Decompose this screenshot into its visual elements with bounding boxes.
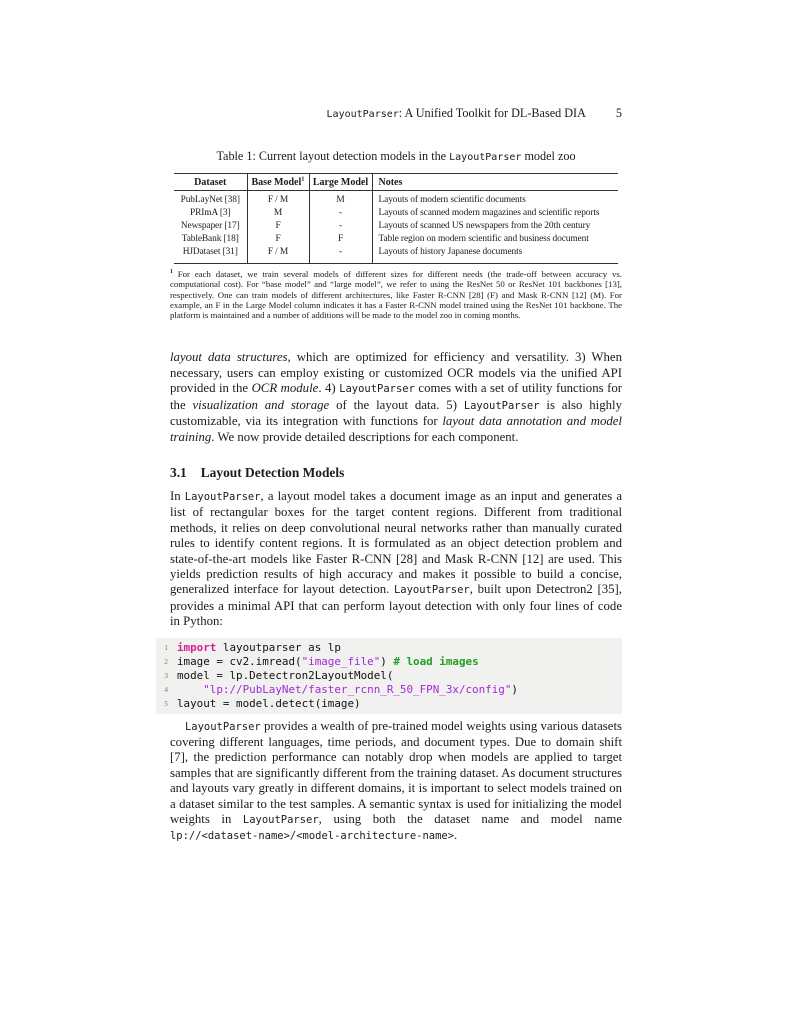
dataset-cell: HJDataset [31] — [182, 247, 238, 257]
running-header — [170, 106, 622, 122]
code-text: layout = model.detect(image) — [177, 696, 361, 710]
dataset-cell: TableBank [18] — [181, 234, 239, 244]
table-row — [174, 246, 618, 264]
column-header-dataset: Dataset — [174, 174, 247, 191]
column-header-base-model: Base Model$^1$ — [247, 174, 309, 191]
table-row — [174, 207, 618, 220]
line-number: 1 — [164, 642, 168, 652]
footnote-text: For each dataset, we train several models of different sizes for different needs (the trade-off between accuracy vs. computational cost). For “base model” and “large model”, we refer to using the ResNet 50 or ResNet 101 backbones [13], respectively. One can train models of different architectures, like Faster R-CNN [28] (F) and Mask R-CNN [12] (M). For example, an F in the Large Model column indicates it has a Faster R-CNN model trained using the ResNet 101 backbone. The platform is maintained and a number of additions will be made to the model zoo in coming months. — [170, 269, 622, 321]
base-model-footnote-marker: 1 — [301, 175, 305, 183]
base-model-cell: M — [247, 207, 309, 220]
notes-cell: Layouts of scanned US newspapers from the 20th century — [372, 220, 618, 233]
large-model-cell: - — [309, 220, 372, 233]
large-model-cell: F — [309, 233, 372, 246]
base-model-cell: F — [247, 233, 309, 246]
code-text: import layoutparser as lp — [177, 640, 341, 654]
base-model-cell: F / M — [247, 191, 309, 208]
table — [174, 173, 618, 264]
code-text: model = lp.Detectron2LayoutModel( — [177, 668, 394, 682]
notes-cell: Layouts of history Japanese documents — [372, 246, 618, 264]
code-listing — [156, 638, 622, 714]
notes-cell: Layouts of modern scientific documents — [372, 191, 618, 208]
line-number: 5 — [164, 698, 168, 708]
base-model-cell: F — [247, 220, 309, 233]
code-text: "lp://PubLayNet/faster_rcnn_R_50_FPN_3x/config") — [203, 682, 518, 696]
running-title: LayoutParser: A Unified Toolkit for DL-Based DIA — [326, 106, 586, 120]
table-footnote — [170, 269, 622, 320]
body-paragraph-2: In LayoutParser, a layout model takes a document image as an input and generates a list of rectangular boxes for the target content regions. Different from traditional methods, it relies on deep convolutional neural networks rather than manually curated rules to identify content regions. It is formulated as an object detection problem and state-of-the-art models like Faster R-CNN [28] and Mask R-CNN [12] are used. This yields prediction results of high accuracy and makes it possible to build a concise, generalized interface for layout detection. LayoutParser, built upon Detectron2 [35], provides a minimal API that can perform layout detection with only four lines of code in Python: — [170, 488, 623, 629]
code-line — [156, 697, 622, 711]
dataset-cell: PRImA [3] — [189, 208, 231, 218]
footnote-marker: 1 — [170, 269, 173, 276]
dataset-cell: Newspaper [17] — [180, 221, 240, 231]
section-heading — [170, 465, 622, 481]
line-number: 2 — [164, 656, 168, 666]
notes-cell: Layouts of scanned modern magazines and scientific reports — [372, 207, 618, 220]
model-zoo-table — [174, 173, 618, 264]
section-number: 3.1 — [170, 464, 187, 480]
dataset-cell: PubLayNet [38] — [180, 195, 240, 205]
code-line — [156, 641, 622, 655]
large-model-cell: M — [309, 191, 372, 208]
table-header-row — [174, 174, 618, 191]
column-header-large-model: Large Model — [309, 174, 372, 191]
line-number: 3 — [164, 670, 168, 680]
code-line — [156, 655, 622, 669]
page-number: 5 — [615, 106, 622, 120]
body-paragraph-3: LayoutParser provides a wealth of pre-trained model weights using various datasets covering different languages, time periods, and document types. Due to domain shift [7], the prediction performance can notably drop when models are applied to target samples that are significantly different from the training dataset. As document structures and layouts vary greatly in different domains, it is important to select models trained on a dataset similar to the test samples. A semantic syntax is used for initializing the model weights in LayoutParser, using both the dataset name and model name lp://<dataset-name>/<model-architecture-name>. — [170, 718, 622, 843]
code-line — [156, 669, 622, 683]
table-row — [174, 233, 618, 246]
code-line — [156, 683, 622, 697]
large-model-cell: - — [309, 246, 372, 264]
base-model-cell: F / M — [247, 246, 309, 264]
large-model-cell: - — [309, 207, 372, 220]
table-row — [174, 220, 618, 233]
text-block — [164, 0, 623, 845]
table-caption: Table 1: Current layout detection models in the LayoutParser model zoo — [216, 149, 576, 163]
code-text: image = cv2.imread("image_file") # load images — [177, 654, 479, 668]
body-paragraph-1: layout data structures, which are optimized for efficiency and versatility. 3) When necessary, users can employ existing or customized OCR models via the unified API provided in the OCR module. 4) LayoutParser comes with a set of utility functions for the visualization and storage of the layout data. 5) LayoutParser is also highly customizable, via its integration with functions for layout data annotation and model training. We now provide detailed descriptions for each component. — [170, 350, 622, 444]
line-number: 4 — [164, 684, 168, 694]
notes-cell: Table region on modern scientific and business document — [372, 233, 618, 246]
table-row — [174, 191, 618, 208]
column-header-notes: Notes — [372, 174, 618, 191]
section-title: Layout Detection Models — [200, 464, 345, 480]
